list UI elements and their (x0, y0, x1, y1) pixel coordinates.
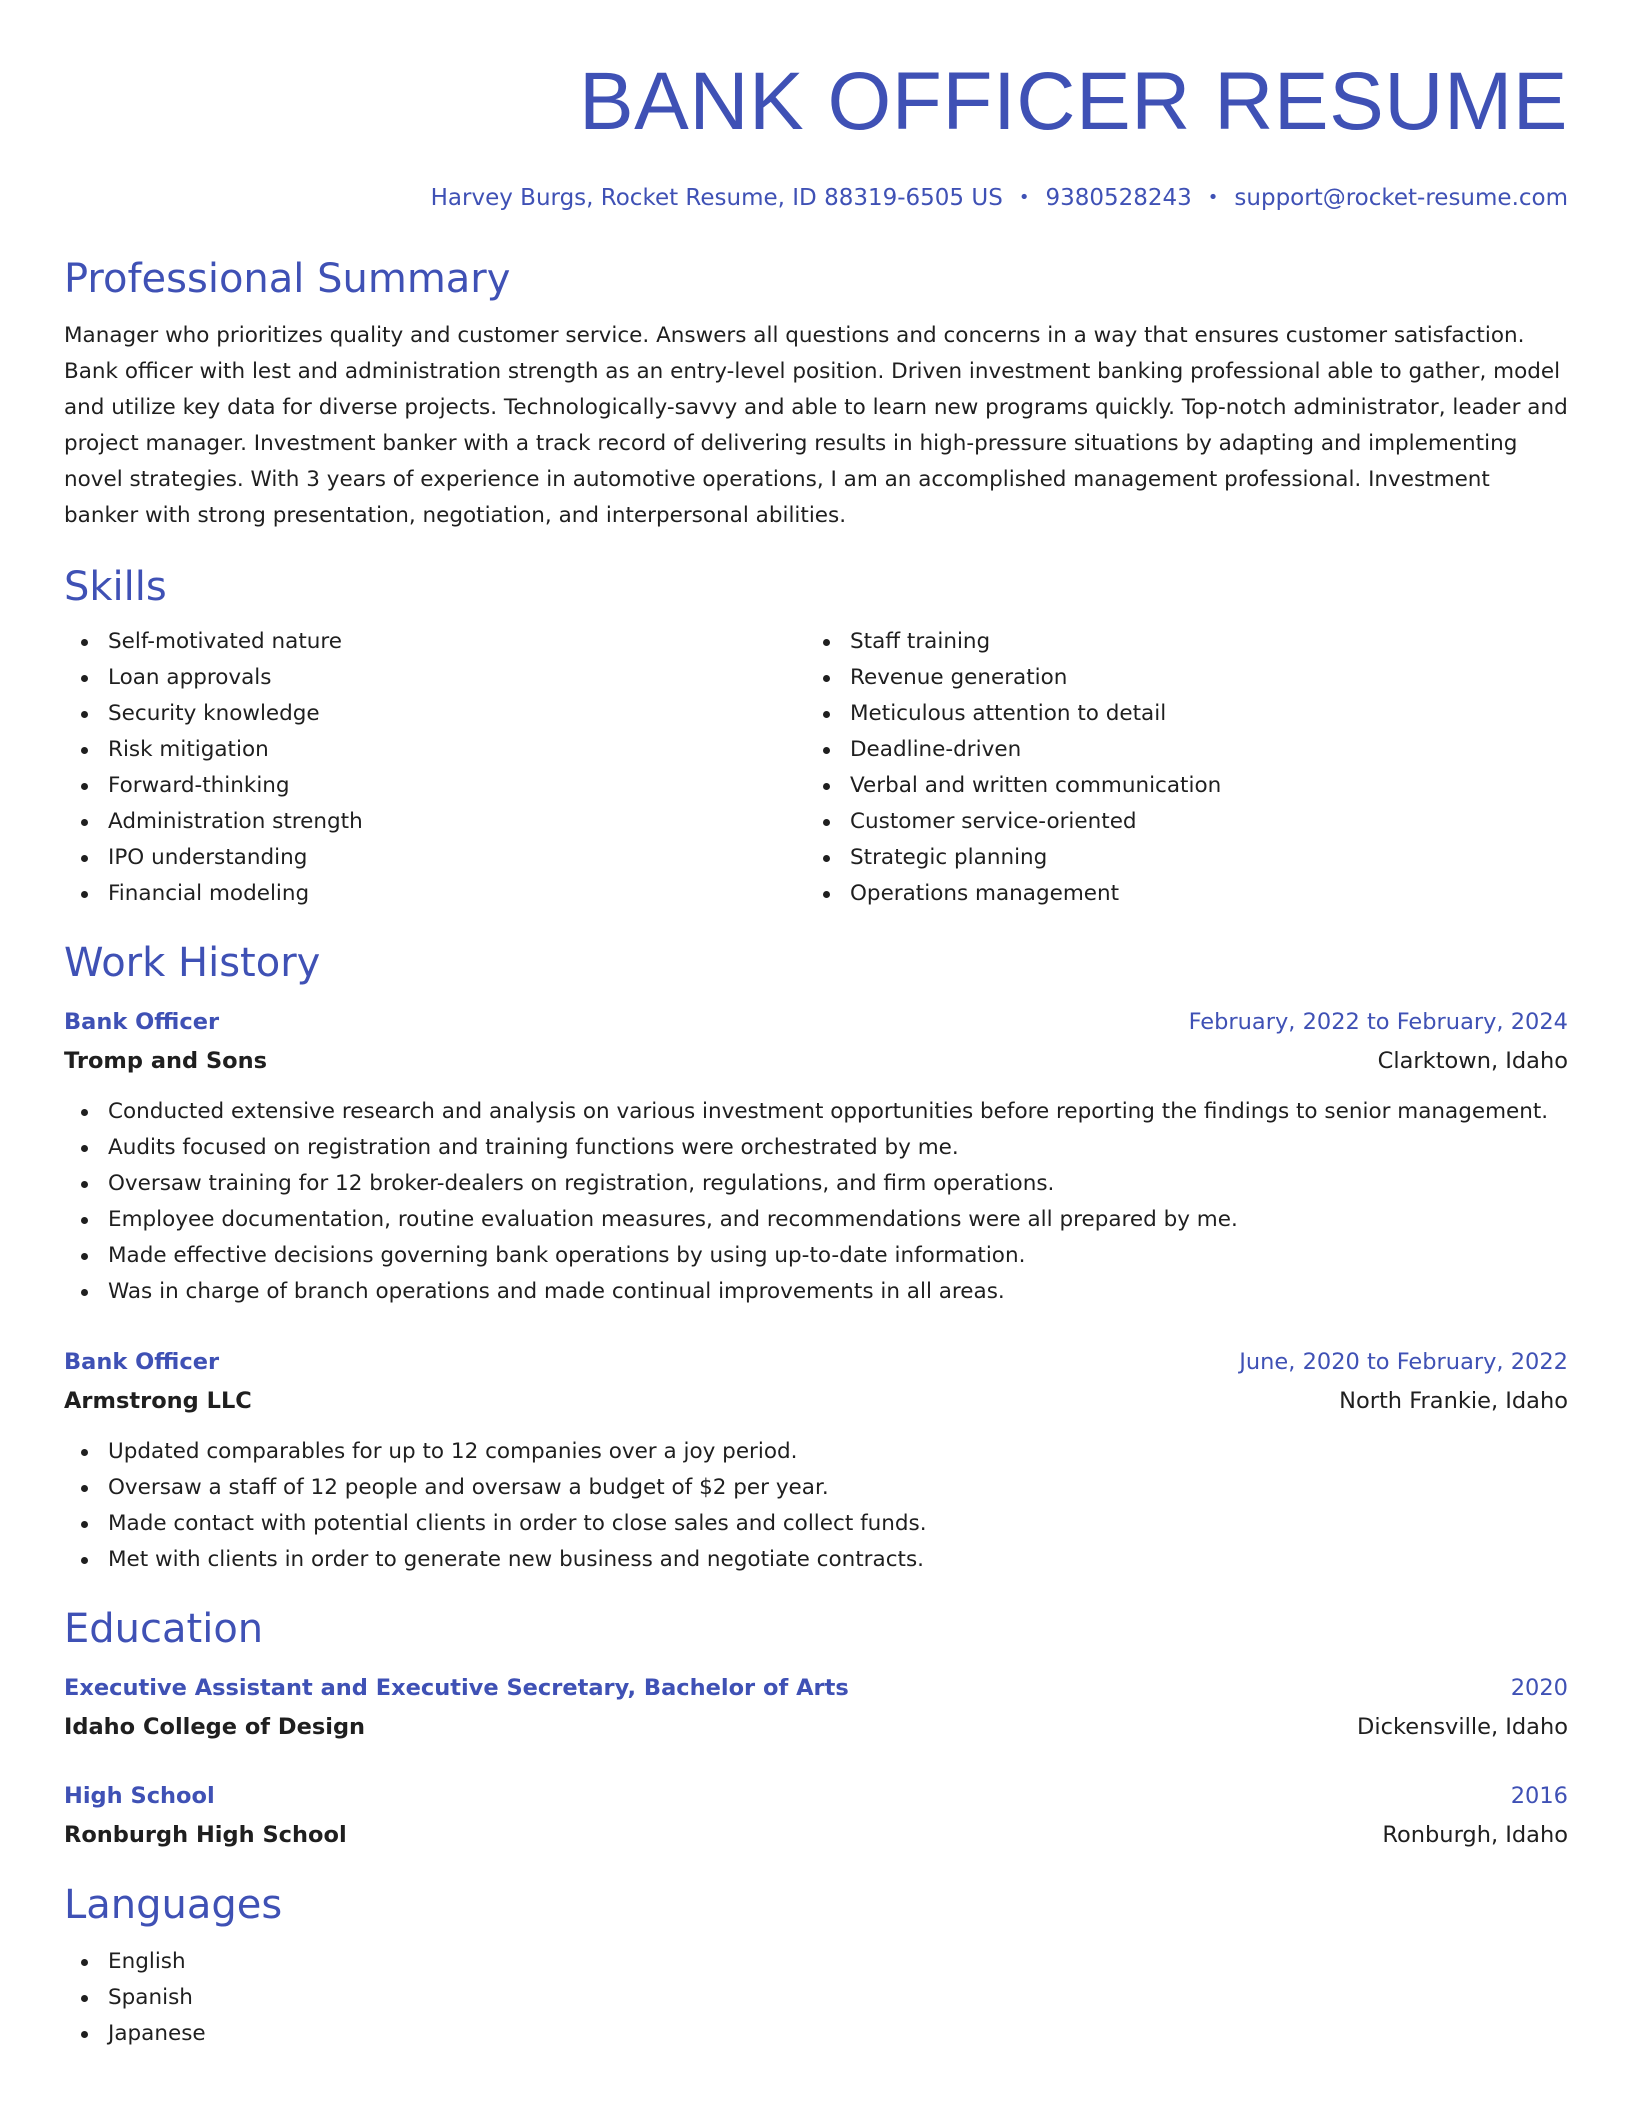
summary-heading: Professional Summary (64, 256, 511, 302)
job-entry (64, 1002, 1568, 1310)
job-duty-item: Oversaw training for 12 broker-dealers on registration, regulations, and firm operations. (64, 1166, 1568, 1202)
job-duties (64, 1094, 1568, 1310)
skills-heading: Skills (64, 564, 167, 610)
job-dates: June, 2020 to February, 2022 (1239, 1349, 1568, 1375)
education-location: Dickensville, Idaho (1357, 1714, 1568, 1740)
skills-grid (64, 624, 1568, 912)
skill-item: Security knowledge (64, 696, 806, 732)
languages-heading: Languages (64, 1882, 283, 1928)
job-company: Armstrong LLC (64, 1388, 252, 1414)
contact-separator: • (1207, 187, 1219, 208)
work-history-section (64, 938, 1568, 1578)
job-duty-item: Made effective decisions governing bank operations by using up-to-date information. (64, 1238, 1568, 1274)
education-degree-row (64, 1668, 1568, 1708)
job-entry (64, 1342, 1568, 1578)
education-degree: High School (64, 1783, 215, 1809)
languages-list (64, 1944, 1568, 2052)
job-location: Clarktown, Idaho (1377, 1048, 1568, 1074)
education-school-row (64, 1816, 1568, 1854)
resume-header (64, 52, 1568, 216)
education-entry (64, 1668, 1568, 1746)
education-heading: Education (64, 1606, 264, 1652)
job-location: North Frankie, Idaho (1339, 1388, 1568, 1414)
education-location: Ronburgh, Idaho (1382, 1822, 1568, 1848)
skills-section (64, 562, 1568, 912)
job-title-row (64, 1342, 1568, 1382)
job-dates: February, 2022 to February, 2024 (1188, 1009, 1568, 1035)
education-school: Idaho College of Design (64, 1714, 366, 1740)
skill-item: Meticulous attention to detail (806, 696, 1548, 732)
skills-right-column (806, 624, 1548, 912)
job-company-row (64, 1382, 1568, 1420)
education-entry (64, 1776, 1568, 1854)
contact-line (64, 180, 1568, 216)
job-duty-item: Updated comparables for up to 12 companies over a joy period. (64, 1434, 1568, 1470)
education-year: 2016 (1510, 1783, 1568, 1809)
language-item: Japanese (64, 2016, 1568, 2052)
skill-item: Administration strength (64, 804, 806, 840)
skill-item: Deadline-driven (806, 732, 1548, 768)
skill-item: Staff training (806, 624, 1548, 660)
skill-item: Self-motivated nature (64, 624, 806, 660)
job-duty-item: Met with clients in order to generate new business and negotiate contracts. (64, 1542, 1568, 1578)
contact-email[interactable]: support@rocket-resume.com (1234, 185, 1568, 211)
job-duty-item: Audits focused on registration and training functions were orchestrated by me. (64, 1130, 1568, 1166)
education-school: Ronburgh High School (64, 1822, 347, 1848)
languages-section (64, 1880, 1568, 2052)
language-item: Spanish (64, 1980, 1568, 2016)
job-company-row (64, 1042, 1568, 1080)
job-duty-item: Conducted extensive research and analysis on various investment opportunities before reporting the findings to senior management. (64, 1094, 1568, 1130)
job-title-row (64, 1002, 1568, 1042)
skill-item: IPO understanding (64, 840, 806, 876)
contact-phone[interactable]: 9380528243 (1045, 185, 1192, 211)
summary-text: Manager who prioritizes quality and customer service. Answers all questions and concerns in a way that ensures customer satisfaction. Bank officer with lest and administration strength as an entry-level position. Driven investment banking professional able to gather, model and utilize key data for diverse projects. Technologically-savvy and able to learn new programs quickly. Top-notch administrator, leader and project manager. Investment banker with a track record of delivering results in high-pressure situations by adapting and implementing novel strategies. With 3 years of experience in automotive operations, I am an accomplished management professional. Investment banker with strong presentation, negotiation, and interpersonal abilities. (64, 323, 1568, 528)
education-section (64, 1604, 1568, 1854)
education-degree-row (64, 1776, 1568, 1816)
skills-left-column (64, 624, 806, 912)
skill-item: Strategic planning (806, 840, 1548, 876)
resume-title: BANK OFFICER RESUME (578, 56, 1568, 147)
language-item: English (64, 1944, 1568, 1980)
skill-item: Forward-thinking (64, 768, 806, 804)
job-company: Tromp and Sons (64, 1048, 268, 1074)
contact-separator: • (1018, 187, 1030, 208)
skill-item: Financial modeling (64, 876, 806, 912)
skill-item: Verbal and written communication (806, 768, 1548, 804)
education-degree: Executive Assistant and Executive Secretary, Bachelor of Arts (64, 1675, 849, 1701)
job-title: Bank Officer (64, 1349, 220, 1375)
skill-item: Customer service-oriented (806, 804, 1548, 840)
contact-address: Harvey Burgs, Rocket Resume, ID 88319-6505 US (430, 185, 1003, 211)
job-duty-item: Oversaw a staff of 12 people and oversaw a budget of $2 per year. (64, 1470, 1568, 1506)
skill-item: Operations management (806, 876, 1548, 912)
skill-item: Loan approvals (64, 660, 806, 696)
summary-section (64, 254, 1568, 534)
job-duty-item: Was in charge of branch operations and made continual improvements in all areas. (64, 1274, 1568, 1310)
skill-item: Revenue generation (806, 660, 1548, 696)
job-duty-item: Made contact with potential clients in order to close sales and collect funds. (64, 1506, 1568, 1542)
job-title: Bank Officer (64, 1009, 220, 1035)
job-duties (64, 1434, 1568, 1578)
skill-item: Risk mitigation (64, 732, 806, 768)
job-duty-item: Employee documentation, routine evaluation measures, and recommendations were all prepared by me. (64, 1202, 1568, 1238)
work-history-heading: Work History (64, 940, 321, 986)
education-school-row (64, 1708, 1568, 1746)
education-year: 2020 (1510, 1675, 1568, 1701)
